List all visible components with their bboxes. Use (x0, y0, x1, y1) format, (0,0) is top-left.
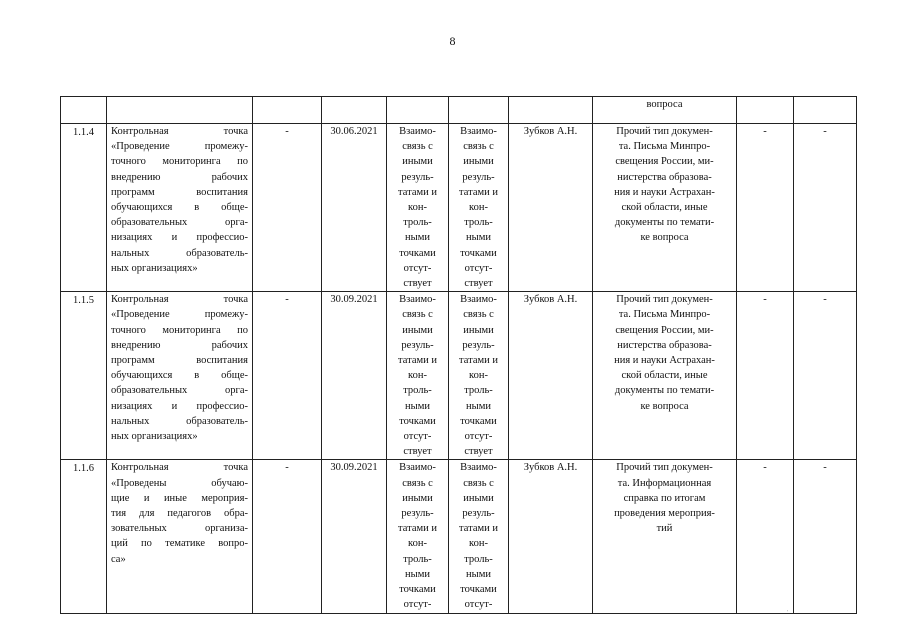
cell-relation-a (387, 460, 449, 613)
level-value: - (763, 126, 767, 137)
text-line: отсут- (403, 262, 432, 274)
cell-name (107, 124, 253, 292)
text-line: отсут- (403, 431, 432, 443)
text-line: са» (111, 553, 126, 565)
text-line: Прочий тип докумен- (616, 462, 713, 474)
text-line: кон- (408, 538, 427, 550)
text-line: ций по тематике вопро- (111, 538, 248, 550)
text-line: точками (460, 247, 497, 259)
text-line: проведения мероприя- (614, 508, 715, 520)
level-value: - (763, 294, 767, 306)
text-line: ствует (403, 446, 432, 458)
text-line: иными (463, 492, 494, 504)
text-line: связь с (402, 141, 433, 153)
cell-empty (387, 97, 449, 124)
text-line: «Проведение промежу- (111, 141, 248, 153)
cell-number (61, 292, 107, 460)
text-line: Контрольная точка (111, 294, 248, 306)
end-date: 30.06.2021 (330, 126, 378, 137)
text-line: троль- (403, 553, 432, 565)
text-line: троль- (464, 385, 493, 397)
text-line: татами и (398, 355, 437, 367)
text-line: ными (405, 232, 430, 244)
cell-empty (322, 97, 387, 124)
text-line: документы по темати- (614, 217, 715, 229)
text-line: обучающихся в обще- (111, 202, 248, 214)
text-line: та. Информационная (617, 477, 712, 489)
cell-document (593, 460, 737, 613)
text-line: Взаимо- (460, 294, 497, 306)
text-line: Прочий тип докумен- (616, 126, 713, 137)
text-line: резуль- (462, 339, 495, 351)
text-line: троль- (403, 385, 432, 397)
text-line: ке вопроса (640, 400, 689, 412)
text-line: отсут- (464, 599, 493, 611)
cell-document (593, 124, 737, 292)
text-line: ными (405, 568, 430, 580)
cell-empty (509, 97, 593, 124)
start-value: - (285, 126, 289, 137)
table-row (61, 460, 857, 613)
text-line: Контрольная точка (111, 462, 248, 474)
cell-end-date (322, 460, 387, 613)
text-line: «Проведение промежу- (111, 309, 248, 321)
text-line: программ воспитания (111, 355, 248, 367)
table-row (61, 292, 857, 460)
page-number: 8 (449, 34, 456, 48)
start-value: - (285, 462, 289, 474)
text-line: ными (466, 232, 491, 244)
text-line: низациях и профессио- (111, 400, 248, 412)
end-date: 30.09.2021 (330, 294, 378, 306)
cell-name (107, 460, 253, 613)
text-line: Взаимо- (399, 126, 436, 137)
table-row (61, 124, 857, 292)
cell-end-date (322, 124, 387, 292)
cell-number (61, 460, 107, 613)
text-line: программ воспитания (111, 186, 248, 198)
start-value: - (285, 294, 289, 306)
text-line: резуль- (401, 339, 434, 351)
text-line: резуль- (462, 171, 495, 183)
responsible-name: Зубков А.Н. (523, 126, 578, 137)
text-line: ствует (403, 278, 432, 290)
text-line: нистерства образова- (617, 171, 712, 183)
text-line: свещения России, ми- (615, 324, 714, 336)
cell-document (593, 292, 737, 460)
cell-end-date (322, 292, 387, 460)
text-line: свещения России, ми- (615, 156, 714, 168)
text-line: иными (402, 492, 433, 504)
cell-name (107, 292, 253, 460)
responsible-name: Зубков А.Н. (523, 294, 578, 306)
text-line: резуль- (401, 171, 434, 183)
text-line: Взаимо- (460, 462, 497, 474)
cell-relation-a (387, 292, 449, 460)
text-line: ными (405, 400, 430, 412)
text-line: нистерства образова- (617, 339, 712, 351)
text-line: иными (463, 156, 494, 168)
text-line: татами и (459, 355, 498, 367)
plan-table (60, 96, 857, 614)
row-number: 1.1.4 (73, 127, 94, 138)
table-row-continuation (61, 97, 857, 124)
text-line: документы по темати- (614, 385, 715, 397)
cell-note (794, 292, 857, 460)
end-date: 30.09.2021 (330, 462, 378, 474)
text-line: троль- (464, 553, 493, 565)
text-line: обучающихся в обще- (111, 370, 248, 382)
note-value: - (823, 294, 827, 306)
text-line: ской области, иные (621, 202, 708, 214)
cell-responsible (509, 124, 593, 292)
text-line: троль- (464, 217, 493, 229)
cell-relation-a (387, 124, 449, 292)
text-line: точками (460, 584, 497, 596)
text-line: кон- (408, 202, 427, 214)
scan-mark: ' (787, 610, 789, 616)
text-line: ных организациях» (111, 431, 198, 443)
note-value: - (823, 126, 827, 137)
text-line: точного мониторинга по (111, 324, 248, 336)
text-line: ствует (464, 446, 493, 458)
cell-empty (449, 97, 509, 124)
cell-responsible (509, 292, 593, 460)
text-line: троль- (403, 217, 432, 229)
text-line: иными (402, 324, 433, 336)
text-line: связь с (463, 477, 494, 489)
text-line: тия для педагогов обра- (111, 508, 248, 520)
text-line: кон- (469, 202, 488, 214)
text-line: отсут- (464, 431, 493, 443)
text-line: низациях и профессио- (111, 232, 248, 244)
cell-relation-b (449, 292, 509, 460)
text-line: внедрению рабочих (111, 171, 248, 183)
text-line: внедрению рабочих (111, 339, 248, 351)
text-line: образовательных орга- (111, 217, 248, 229)
cell-start (253, 460, 322, 613)
text-line: точками (399, 415, 436, 427)
text-line: щие и иные мероприя- (111, 492, 248, 504)
cell-relation-b (449, 124, 509, 292)
cell-note (794, 124, 857, 292)
text-line: Взаимо- (399, 294, 436, 306)
text-line: точного мониторинга по (111, 156, 248, 168)
cell-empty (253, 97, 322, 124)
text-line: точками (399, 584, 436, 596)
text-line: Взаимо- (460, 126, 497, 137)
cell-start (253, 124, 322, 292)
text-line: татами и (459, 523, 498, 535)
text-line: та. Письма Минпро- (618, 309, 711, 321)
cell-note (794, 460, 857, 613)
text-line: связь с (463, 309, 494, 321)
text-line: резуль- (462, 508, 495, 520)
text-line: образовательных орга- (111, 385, 248, 397)
cell-document-continuation (593, 97, 737, 124)
cell-number (61, 124, 107, 292)
responsible-name: Зубков А.Н. (523, 462, 578, 474)
text-line: нальных образователь- (111, 415, 248, 427)
level-value: - (763, 462, 767, 474)
text-line: ными (466, 400, 491, 412)
text-line: татами и (398, 186, 437, 198)
text-line: точками (460, 415, 497, 427)
text-line: тий (656, 523, 673, 535)
cell-start (253, 292, 322, 460)
text-line: связь с (402, 477, 433, 489)
text-line: точками (399, 247, 436, 259)
text-line: иными (463, 324, 494, 336)
text-line: ствует (464, 278, 493, 290)
text-line: связь с (402, 309, 433, 321)
text-line: Прочий тип докумен- (616, 294, 713, 306)
text-line: Взаимо- (399, 462, 436, 474)
text-line: зовательных организа- (111, 523, 248, 535)
row-number: 1.1.6 (73, 463, 94, 475)
cell-responsible (509, 460, 593, 613)
text-line: Контрольная точка (111, 126, 248, 137)
cell-level (737, 124, 794, 292)
text-line: ния и науки Астрахан- (614, 355, 715, 367)
text-line: «Проведены обучаю- (111, 477, 248, 489)
note-value: - (823, 462, 827, 474)
cell-level (737, 460, 794, 613)
text-line: кон- (469, 538, 488, 550)
text-line: ской области, иные (621, 370, 708, 382)
text-line: ке вопроса (640, 232, 689, 244)
cell-empty (61, 97, 107, 124)
text-line: отсут- (403, 599, 432, 611)
cell-relation-b (449, 460, 509, 613)
row-number: 1.1.5 (73, 295, 94, 307)
text-line: иными (402, 156, 433, 168)
cell-level (737, 292, 794, 460)
continuation-text: вопроса (646, 99, 683, 110)
text-line: нальных образователь- (111, 247, 248, 259)
cell-empty (107, 97, 253, 124)
text-line: кон- (469, 370, 488, 382)
text-line: отсут- (464, 262, 493, 274)
text-line: ния и науки Астрахан- (614, 186, 715, 198)
text-line: татами и (398, 523, 437, 535)
text-line: ными (466, 568, 491, 580)
text-line: связь с (463, 141, 494, 153)
text-line: та. Письма Минпро- (618, 141, 711, 153)
text-line: справка по итогам (623, 492, 706, 504)
text-line: резуль- (401, 508, 434, 520)
cell-empty (794, 97, 857, 124)
cell-empty (737, 97, 794, 124)
text-line: ных организациях» (111, 262, 198, 274)
text-line: кон- (408, 370, 427, 382)
text-line: татами и (459, 186, 498, 198)
